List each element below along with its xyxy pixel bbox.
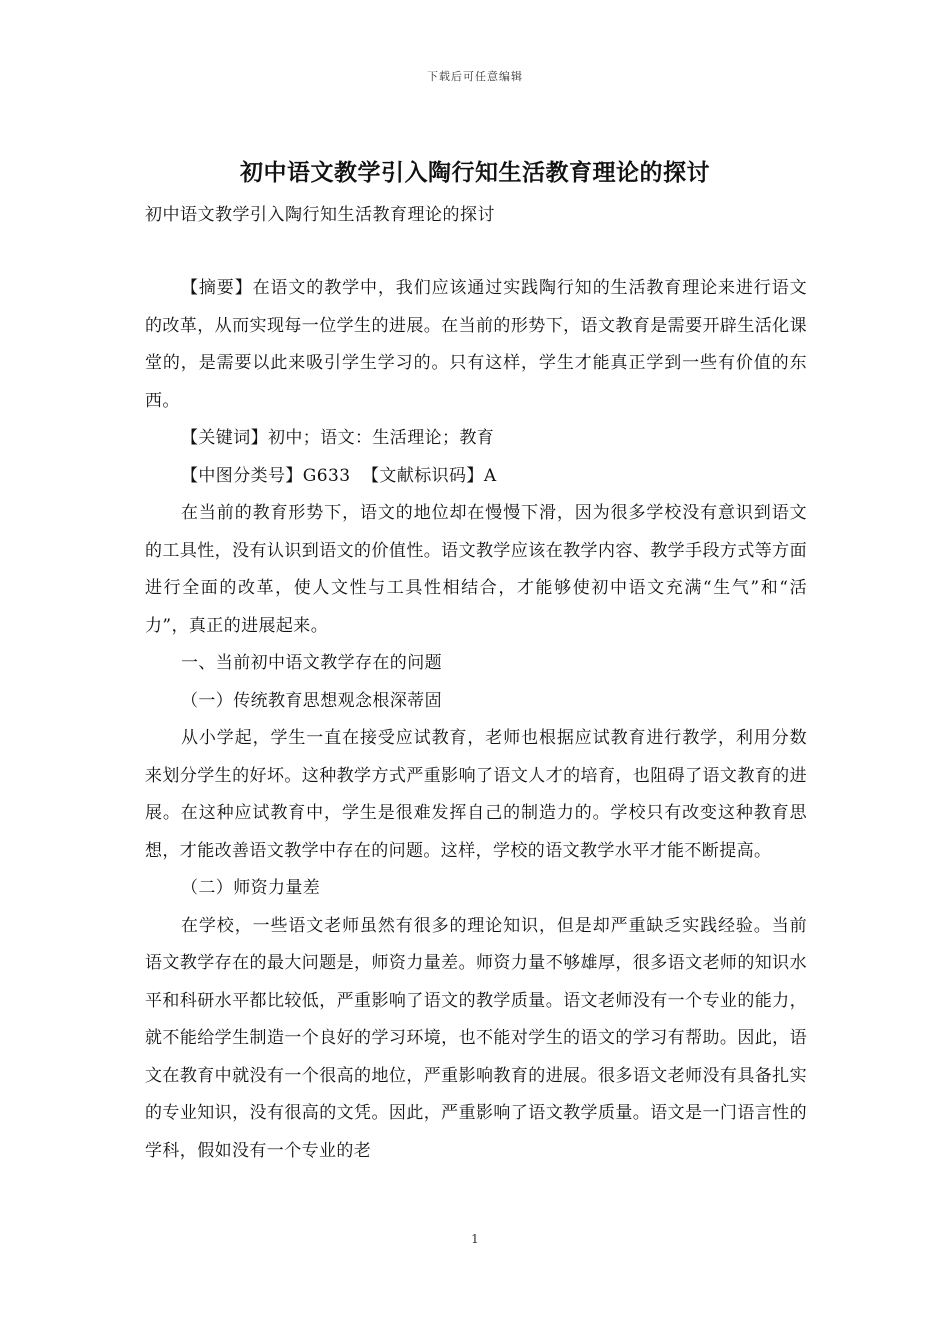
intro-paragraph: 在当前的教育形势下，语文的地位却在慢慢下滑，因为很多学校没有意识到语文的工具性，没有认识到语文的价值性。语文教学应该在教学内容、教学手段方式等方面进行全面的改革，使人文性与工具性相结合，才能够使初中语文充满“生气”和“活力”，真正的进展起来。 [145, 503, 807, 636]
subsection-heading-2: （二）师资力量差 [181, 878, 321, 898]
document-subtitle: 初中语文教学引入陶行知生活教育理论的探讨 [145, 205, 495, 225]
abstract-paragraph: 【摘要】在语文的教学中，我们应该通过实践陶行知的生活教育理论来进行语文的改革，从而实现每一位学生的进展。在当前的形势下，语文教育是需要开辟生活化课堂的，是需要以此来吸引学生学习的。只有这样，学生才能真正学到一些有价值的东西。 [145, 278, 807, 411]
document-title: 初中语文教学引入陶行知生活教育理论的探讨 [240, 159, 710, 186]
body-paragraph: 在学校，一些语文老师虽然有很多的理论知识，但是却严重缺乏实践经验。当前语文教学存在的最大问题是，师资力量差。师资力量不够雄厚，很多语文老师的知识水平和科研水平都比较低，严重影响了语文的教学质量。语文老师没有一个专业的能力，就不能给学生制造一个良好的学习环境，也不能对学生的语文的学习有帮助。因此，语文在教育中就没有一个很高的地位，严重影响教育的进展。很多语文老师没有具备扎实的专业知识，没有很高的文凭。因此，严重影响了语文教学质量。语文是一门语言性的学科，假如没有一个专业的老 [145, 915, 807, 1161]
page-header: 下载后可任意编辑 [427, 70, 523, 83]
classification-paragraph: 【中图分类号】G633 【文献标识码】A [181, 465, 497, 486]
subsection-heading-1: （一）传统教育思想观念根深蒂固 [181, 690, 442, 711]
document-body [145, 270, 807, 1170]
section-heading-1: 一、当前初中语文教学存在的问题 [181, 653, 442, 673]
body-paragraph: 从小学起，学生一直在接受应试教育，老师也根据应试教育进行教学，利用分数来划分学生的好坏。这种教学方式严重影响了语文人才的培育，也阻碍了语文教育的进展。在这种应试教育中，学生是很难发挥自己的制造力的。学校只有改变这种教育思想，才能改善语文教学中存在的问题。这样，学校的语文教学水平才能不断提高。 [145, 728, 807, 861]
keywords-paragraph: 【关键词】初中；语文：生活理论；教育 [181, 428, 495, 448]
page-number: 1 [471, 1232, 479, 1246]
